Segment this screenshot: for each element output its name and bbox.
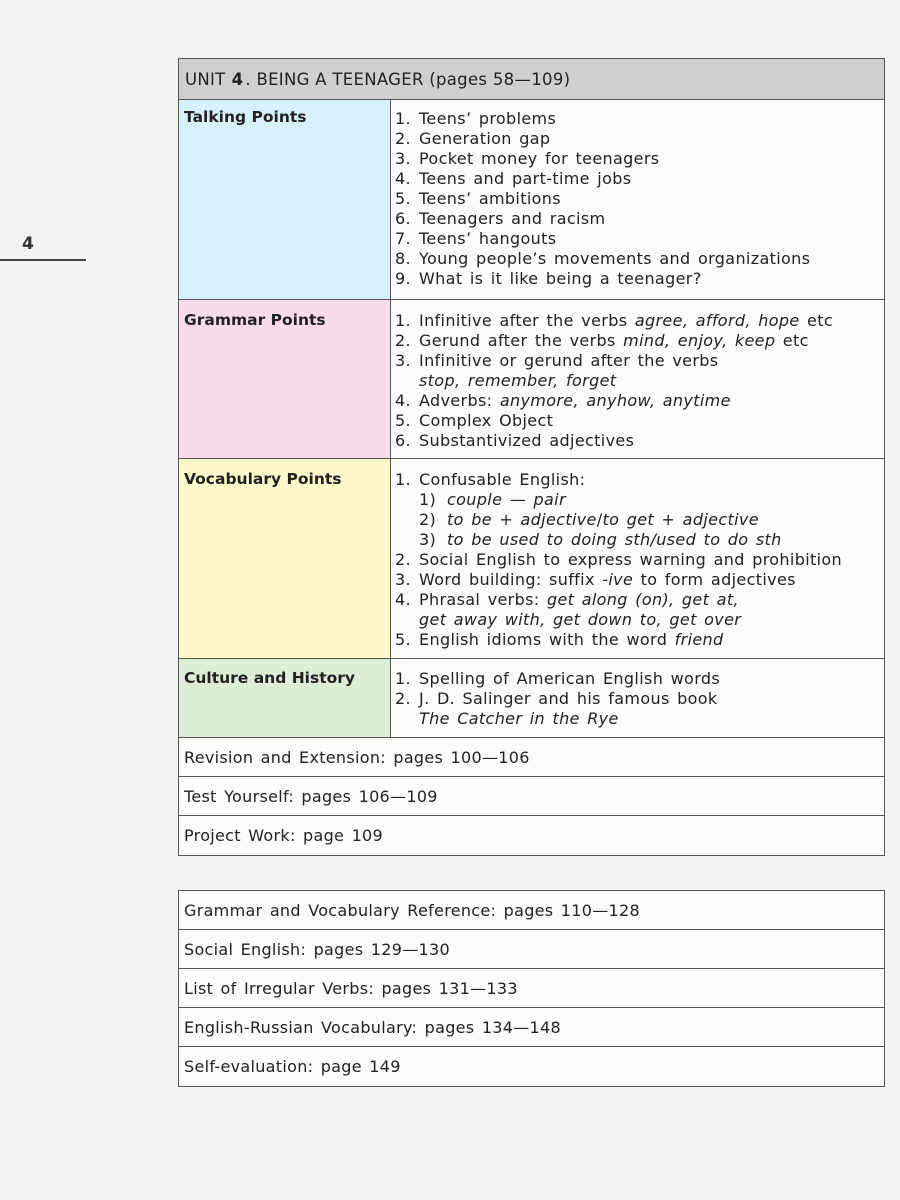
test-yourself-row: Test Yourself: pages 106—109 bbox=[179, 777, 884, 816]
irregular-verbs-row: List of Irregular Verbs: pages 131—133 bbox=[179, 969, 884, 1008]
list-item: 9. What is it like being a teenager? bbox=[395, 269, 702, 288]
unit-title: . BEING A TEENAGER (pages 58—109) bbox=[245, 69, 571, 89]
culture-history-row bbox=[179, 659, 884, 738]
list-item: 3. Infinitive or gerund after the verbs bbox=[395, 351, 719, 370]
list-item: 4. Teens and part-time jobs bbox=[395, 169, 632, 188]
list-item: 1. Teens’ problems bbox=[395, 109, 557, 128]
list-item: 6. Teenagers and racism bbox=[395, 209, 606, 228]
unit-header bbox=[179, 59, 884, 100]
list-item: 7. Teens’ hangouts bbox=[395, 229, 557, 248]
grammar-vocabulary-reference-row: Grammar and Vocabulary Reference: pages 110—128 bbox=[179, 891, 884, 930]
list-item: 3. Word building: suffix -ive to form adjectives bbox=[395, 570, 796, 589]
list-subitem: 2) to be + adjective/to get + adjective bbox=[419, 510, 759, 529]
list-item: 5. Teens’ ambitions bbox=[395, 189, 561, 208]
vocabulary-points-label: Vocabulary Points bbox=[179, 459, 391, 658]
project-work-row: Project Work: page 109 bbox=[184, 826, 384, 845]
page-number: 4 bbox=[22, 234, 34, 254]
unit-prefix: UNIT bbox=[185, 69, 226, 89]
list-item: 1. Spelling of American English words bbox=[395, 669, 721, 688]
list-subitem: 1) couple — pair bbox=[419, 490, 566, 509]
list-item: 2. J. D. Salinger and his famous book bbox=[395, 689, 718, 708]
list-item: 5. Complex Object bbox=[395, 411, 554, 430]
list-item-continuation: The Catcher in the Rye bbox=[419, 709, 619, 728]
social-english-row: Social English: pages 129—130 bbox=[179, 930, 884, 969]
list-item: 5. English idioms with the word friend bbox=[395, 630, 724, 649]
english-russian-vocabulary-row: English-Russian Vocabulary: pages 134—148 bbox=[179, 1008, 884, 1047]
talking-points-row bbox=[179, 100, 884, 300]
reference-table bbox=[178, 890, 885, 1087]
vocabulary-points-row bbox=[179, 459, 884, 659]
list-item-continuation: get away with, get down to, get over bbox=[419, 610, 742, 629]
list-item: 2. Generation gap bbox=[395, 129, 551, 148]
list-item-continuation: stop, remember, forget bbox=[419, 371, 617, 390]
grammar-points-label: Grammar Points bbox=[179, 300, 391, 458]
list-item: 8. Young people’s movements and organizations bbox=[395, 249, 811, 268]
vocabulary-points-list bbox=[391, 459, 884, 658]
talking-points-list bbox=[391, 100, 884, 299]
list-item: 3. Pocket money for teenagers bbox=[395, 149, 660, 168]
list-item: 4. Phrasal verbs: get along (on), get at, bbox=[395, 590, 739, 609]
grammar-points-row bbox=[179, 300, 884, 459]
culture-history-list bbox=[391, 659, 884, 737]
grammar-points-list bbox=[391, 300, 884, 458]
list-item: 1. Confusable English: bbox=[395, 470, 586, 489]
culture-history-label: Culture and History bbox=[179, 659, 391, 737]
list-item: 6. Substantivized adjectives bbox=[395, 431, 635, 450]
talking-points-label: Talking Points bbox=[179, 100, 391, 299]
list-subitem: 3) to be used to doing sth/used to do sth bbox=[419, 530, 782, 549]
self-evaluation-row: Self-evaluation: page 149 bbox=[184, 1057, 401, 1076]
list-item: 2. Gerund after the verbs mind, enjoy, keep etc bbox=[395, 331, 809, 350]
list-item: 2. Social English to express warning and prohibition bbox=[395, 550, 843, 569]
revision-extension-row: Revision and Extension: pages 100—106 bbox=[179, 738, 884, 777]
list-item: 4. Adverbs: anymore, anyhow, anytime bbox=[395, 391, 731, 410]
page-number-rule bbox=[0, 259, 86, 261]
list-item: 1. Infinitive after the verbs agree, afford, hope etc bbox=[395, 311, 833, 330]
unit-contents-table bbox=[178, 58, 885, 856]
unit-number: 4 bbox=[231, 69, 244, 89]
